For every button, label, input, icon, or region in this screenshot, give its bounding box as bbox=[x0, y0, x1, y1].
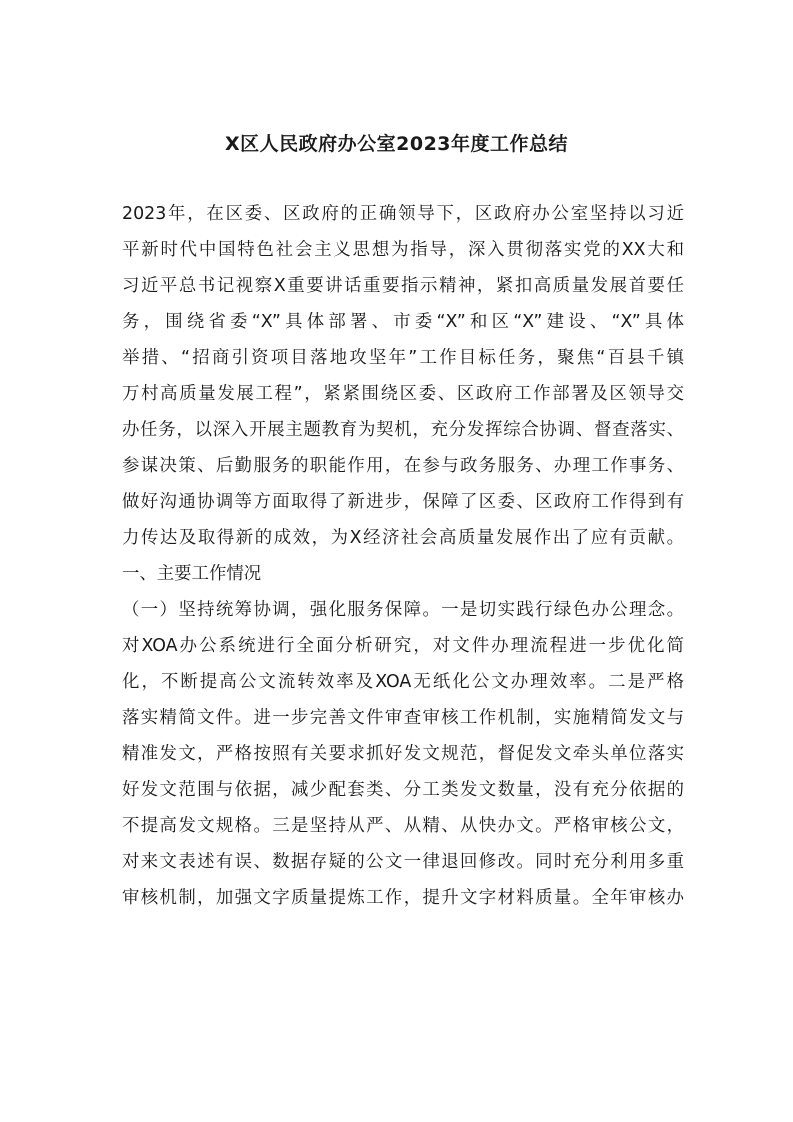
section-heading: 一、主要工作情况 bbox=[122, 564, 262, 584]
paragraph-line: 力传达及取得新的成效，为X经济社会高质量发展作出了应有贡献。 bbox=[122, 528, 684, 548]
document-body bbox=[122, 196, 684, 916]
paragraph-line: 习近平总书记视察X重要讲话重要指示精神，紧扣高质量发展首要任 bbox=[122, 276, 684, 296]
paragraph-line: 举措、“招商引资项目落地攻坚年”工作目标任务，聚焦“百县千镇 bbox=[122, 348, 684, 368]
paragraph-line: 落实精简文件。进一步完善文件审查审核工作机制，实施精简发文与 bbox=[122, 708, 684, 728]
paragraph-line: （一）坚持统筹协调，强化服务保障。一是切实践行绿色办公理念。 bbox=[122, 600, 684, 620]
paragraph-line: 务，围绕省委“X”具体部署、市委“X”和区“X”建设、“X”具体 bbox=[122, 312, 684, 332]
paragraph-line: 化，不断提高公文流转效率及XOA无纸化公文办理效率。二是严格 bbox=[122, 672, 684, 692]
paragraph-line: 平新时代中国特色社会主义思想为指导，深入贯彻落实党的XX大和 bbox=[122, 240, 684, 260]
paragraph-line: 不提高发文规格。三是坚持从严、从精、从快办文。严格审核公文， bbox=[122, 816, 684, 836]
paragraph-line: 对来文表述有误、数据存疑的公文一律退回修改。同时充分利用多重 bbox=[122, 852, 684, 872]
document-title: X区人民政府办公室2023年度工作总结 bbox=[224, 133, 569, 155]
paragraph-line: 对XOA办公系统进行全面分析研究，对文件办理流程进一步优化简 bbox=[122, 636, 684, 656]
paragraph-line: 万村高质量发展工程”，紧紧围绕区委、区政府工作部署及区领导交 bbox=[122, 384, 684, 404]
paragraph-line: 审核机制，加强文字质量提炼工作，提升文字材料质量。全年审核办 bbox=[122, 888, 684, 908]
paragraph-line: 2023年，在区委、区政府的正确领导下，区政府办公室坚持以习近 bbox=[122, 204, 684, 224]
paragraph-line: 参谋决策、后勤服务的职能作用，在参与政务服务、办理工作事务、 bbox=[122, 456, 684, 476]
paragraph-line: 好发文范围与依据，减少配套类、分工类发文数量，没有充分依据的 bbox=[122, 780, 684, 800]
paragraph-line: 办任务，以深入开展主题教育为契机，充分发挥综合协调、督查落实、 bbox=[122, 420, 684, 440]
paragraph-line: 做好沟通协调等方面取得了新进步，保障了区委、区政府工作得到有 bbox=[122, 492, 684, 512]
paragraph-line: 精准发文，严格按照有关要求抓好发文规范，督促发文牵头单位落实 bbox=[122, 744, 684, 764]
